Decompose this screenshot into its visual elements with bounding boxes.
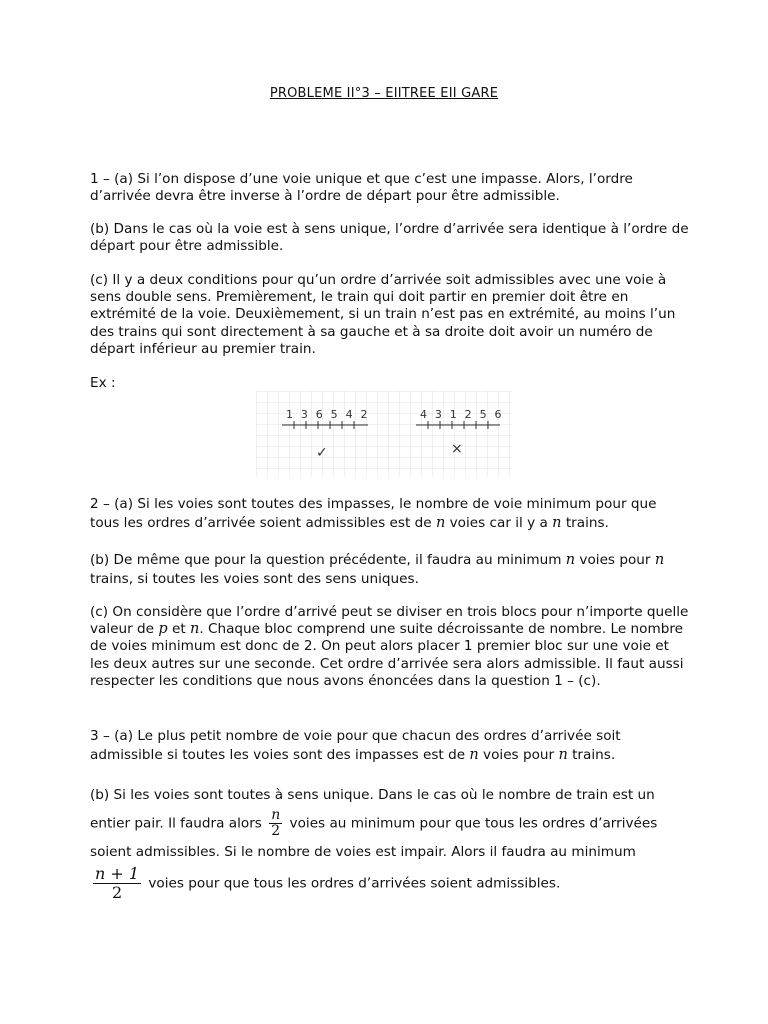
q2a-paragraph	[90, 495, 690, 533]
q2b-paragraph	[90, 551, 690, 589]
q1a-text: 1 – (a) Si l’on dispose d’une voie unique et que c’est une impasse. Alors, l’ordre d’arrivée devra être inverse à l’ordre de départ pour être admissible.	[90, 171, 633, 205]
left-check-mark: ✓	[316, 445, 328, 461]
q2c-text-1: (c) On considère que l’ordre d’arrivé peut se diviser en trois blocs pour n’importe quelle valeur de	[90, 604, 689, 638]
q3a-text-2: voies pour	[478, 747, 559, 763]
math-n: n	[565, 552, 576, 568]
fraction-denominator: 2	[93, 883, 141, 902]
q3a-paragraph	[90, 727, 690, 765]
q1a-paragraph	[90, 171, 690, 205]
math-p: p	[158, 621, 168, 638]
q1c-paragraph	[90, 272, 690, 358]
q2b-text-3: trains, si toutes les voies sont des sens uniques.	[90, 571, 419, 587]
q2c-paragraph	[90, 604, 690, 690]
fraction-n-over-2	[269, 808, 282, 839]
right-order-numbers: 4 3 1 2 5 6	[420, 408, 504, 421]
q2a-text-3: trains.	[561, 515, 609, 531]
right-cross-mark: ×	[451, 441, 463, 457]
q3a-text-3: trains.	[567, 747, 616, 763]
math-n: n	[654, 552, 665, 568]
page-title: PROBLEME II°3 – EIITREE EII GARE	[269, 86, 499, 101]
grid-paper	[256, 391, 512, 477]
q3b-text-1: (b) Si les voies sont toutes à sens unique. Dans le cas où le nombre de train est un entier pair. Il faudra alors	[90, 787, 655, 832]
q2b-text-1: (b) De même que pour la question précédente, il faudra au minimum	[90, 552, 566, 568]
q3b-text-3: voies pour que tous les ordres d’arrivées soient admissibles.	[144, 875, 561, 892]
q3b-text-2: voies au minimum pour que tous les ordres d’arrivées soient admissibles. Si le nombre de voies est impair. Alors il faudra au minimum	[90, 815, 658, 860]
fraction-denominator: 2	[269, 823, 282, 839]
math-n: n	[435, 515, 446, 531]
fraction-n-plus-1-over-2	[93, 865, 141, 902]
q2b-text-2: voies pour	[575, 552, 655, 568]
q1b-text: (b) Dans le cas où la voie est à sens unique, l’ordre d’arrivée sera identique à l’ordre de départ pour être admissible.	[90, 221, 689, 255]
q2c-text-3: . Chaque bloc comprend une suite décroissante de nombre. Le nombre de voies minimum est donc de 2. On peut alors placer 1 premier bloc sur une voie et les deux autres sur une seconde. Cet ordre d’arrivée sera alors admissible. Il faut aussi respecter les conditions que nous avons énoncées dans la question 1 – (c).	[90, 621, 684, 689]
math-n: n	[469, 747, 479, 763]
q3a-text-1: 3 – (a) Le plus petit nombre de voie pour que chacun des ordres d’arrivée soit admissible si toutes les voies sont des impasses est de	[90, 728, 621, 763]
fraction-numerator: n	[271, 807, 281, 823]
example-label: Ex :	[90, 375, 116, 391]
math-n: n	[190, 621, 200, 638]
q1c-text: (c) Il y a deux conditions pour qu’un ordre d’arrivée soit admissibles avec une voie à sens double sens. Premièrement, le train qui doit partir en premier doit être en extrémité de la voie. Deuxièmement, si un train n’est pas en extrémité, au moins l’un des trains qui sont directement à sa gauche et à sa droite doit avoir un numéro de départ inférieur au premier train.	[90, 272, 676, 357]
fraction-numerator: n + 1	[95, 864, 140, 883]
example-label-paragraph	[90, 375, 690, 392]
q3b-paragraph	[90, 782, 690, 902]
q1b-paragraph	[90, 221, 690, 255]
q2a-text-2: voies car il y a	[445, 515, 553, 531]
math-n: n	[558, 747, 568, 763]
q2a-text-1: 2 – (a) Si les voies sont toutes des impasses, le nombre de voie minimum pour que tous les ordres d’arrivée soient admissibles est de	[90, 496, 657, 531]
left-order-numbers: 1 3 6 5 4 2	[286, 408, 370, 421]
q2c-text-2: et	[167, 621, 190, 638]
math-n: n	[552, 515, 562, 531]
example-sketch	[256, 391, 512, 477]
